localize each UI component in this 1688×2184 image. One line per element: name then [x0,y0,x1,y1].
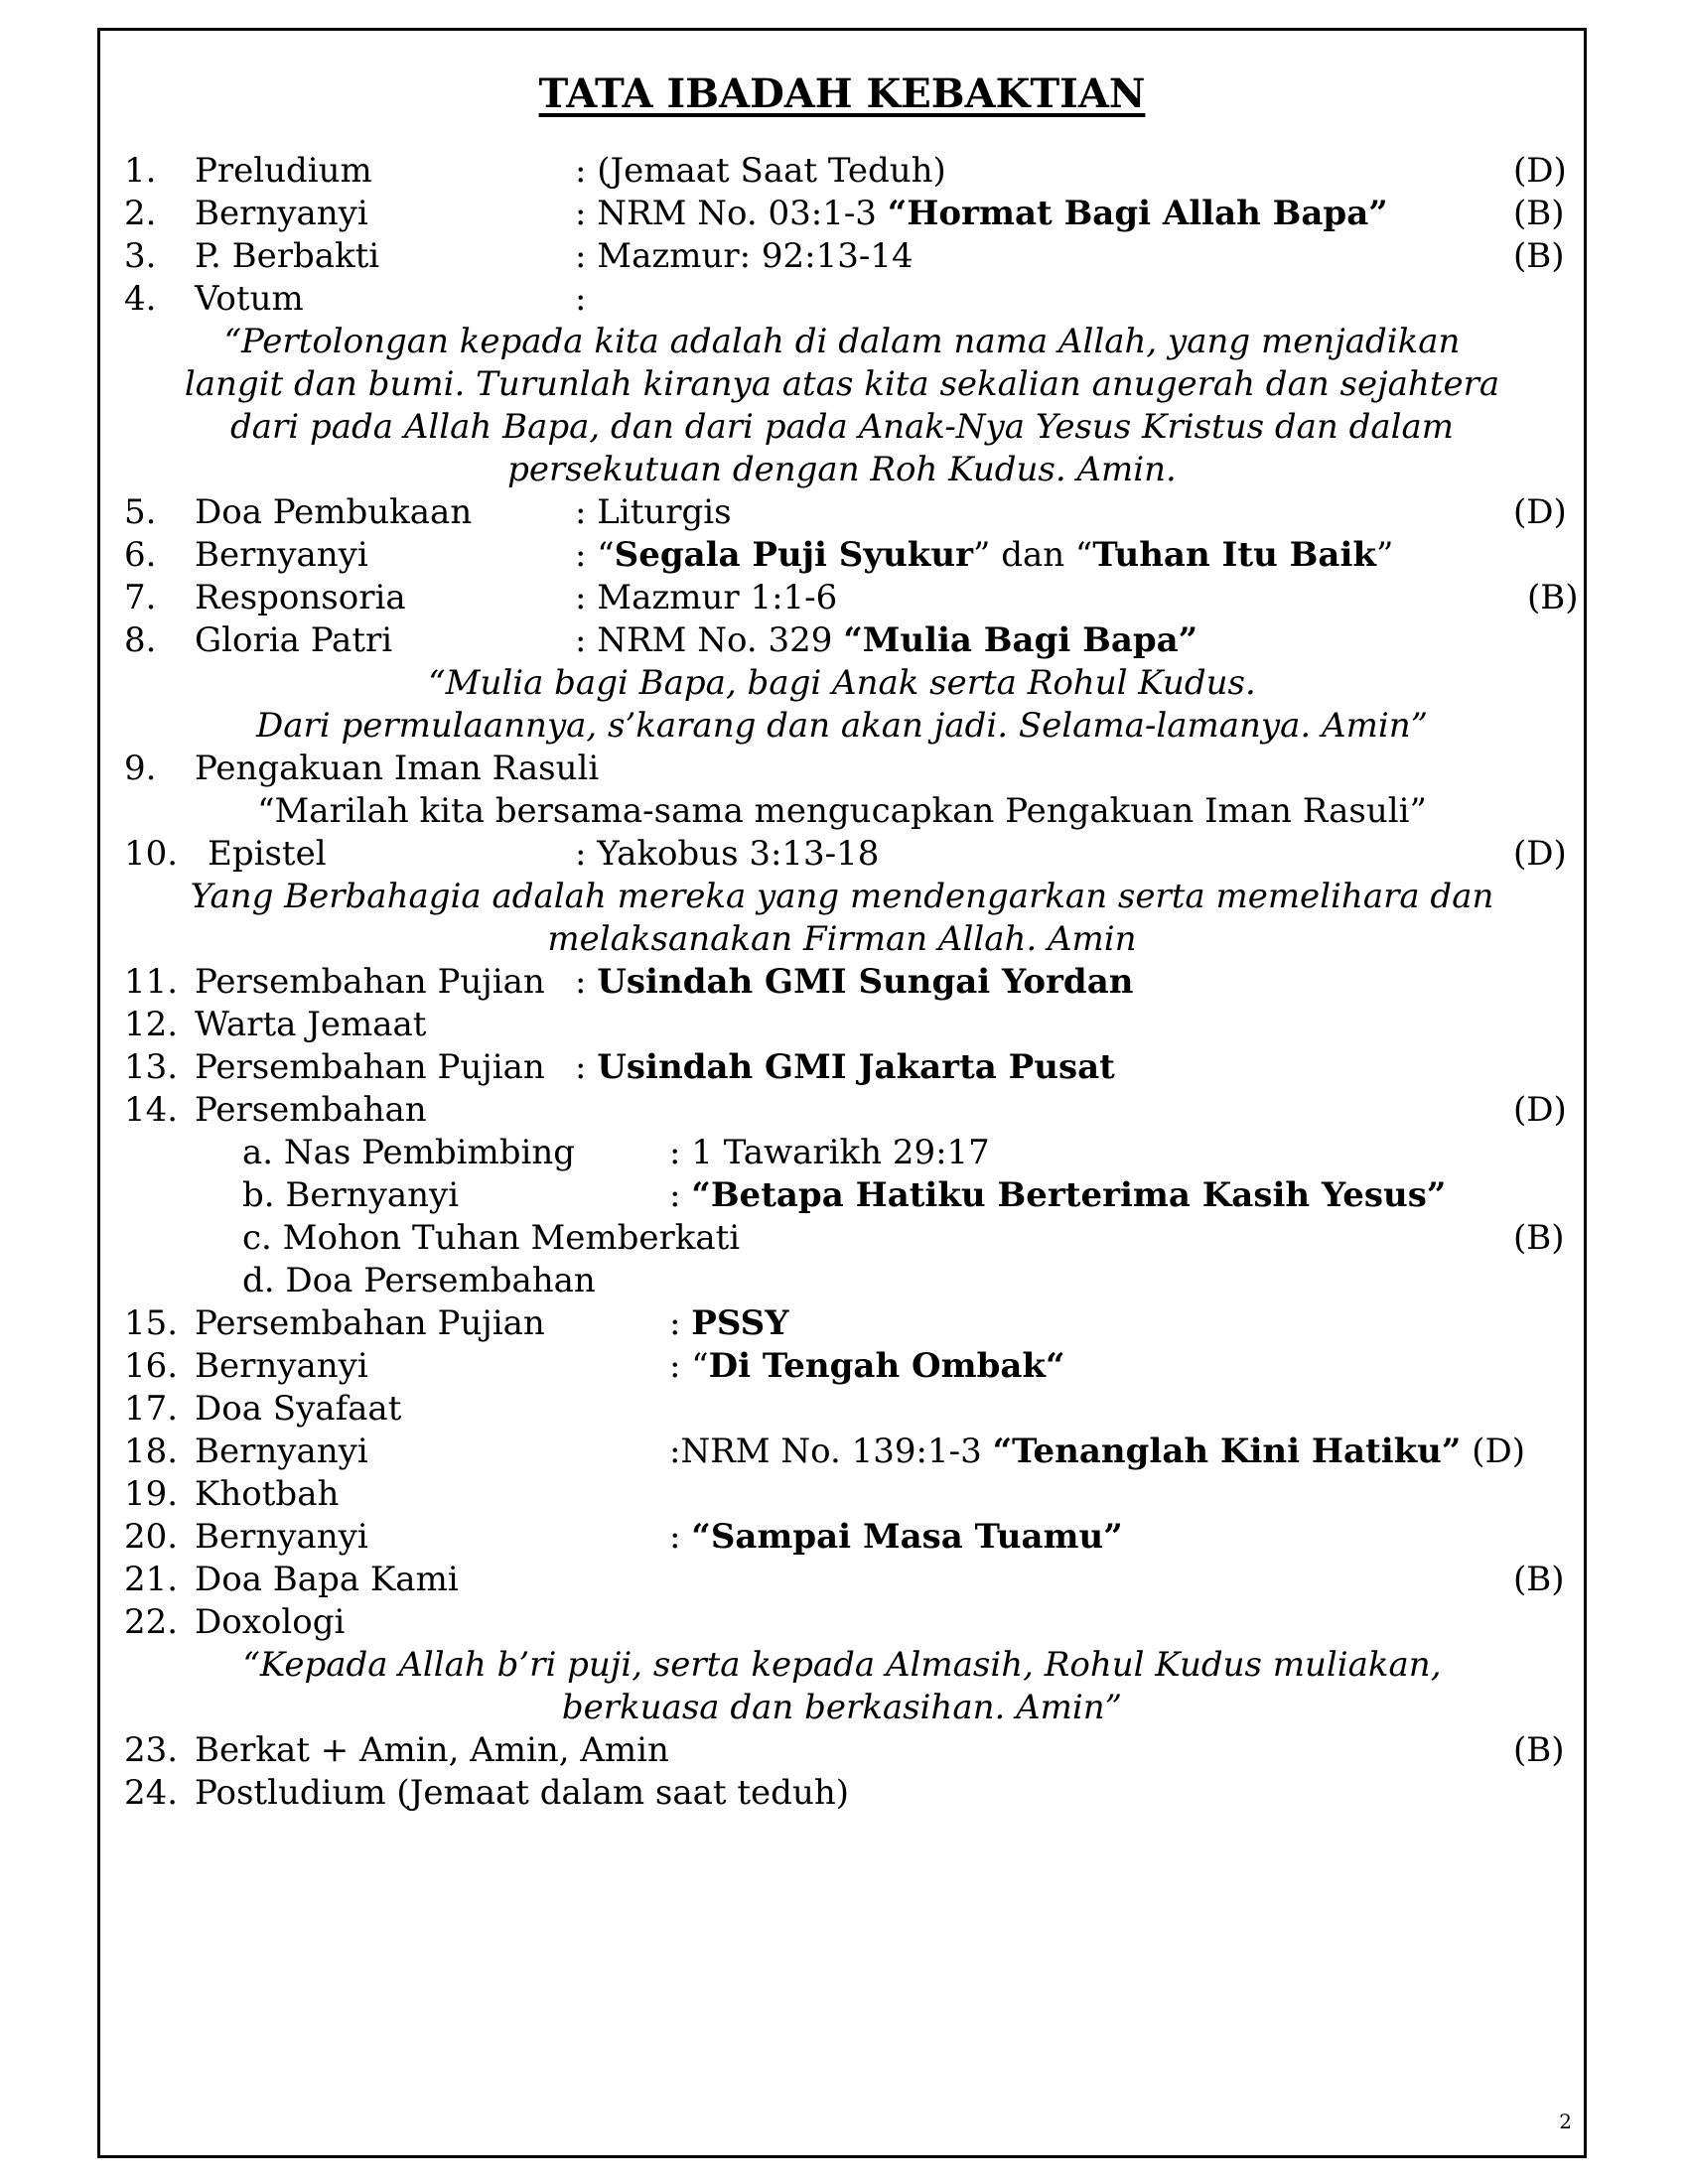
item-value [669,1302,788,1345]
sub-list-item [100,1174,1584,1217]
item-value: : Yakobus 3:13-18 [575,834,880,874]
item-value [669,1516,1123,1559]
item-label: Doxologi [195,1602,346,1642]
list-item [100,1772,1584,1815]
item-value-plain: : [575,962,598,1002]
list-item [100,1559,1584,1601]
item-value-plain: ” dan “ [973,535,1093,575]
item-value [669,1431,1525,1473]
item-value [575,534,1393,577]
item-value-plain: : NRM No. 329 [575,620,844,660]
votum-line: persekutuan dengan Roh Kudus. Amin. [507,450,1177,489]
gloria-line: “Mulia bagi Bapa, bagi Anak serta Rohul Kudus. [428,663,1256,703]
item-number: 13. [124,1047,179,1087]
item-number: 12. [124,1005,179,1044]
item-value: : [575,279,587,319]
item-number: 6. [124,535,157,575]
item-code: (D) [1513,1090,1567,1130]
item-label: Pengakuan Iman Rasuli [195,749,600,788]
list-item [100,193,1584,235]
sub-list-item [100,1132,1584,1174]
list-item [100,534,1584,577]
list-item [100,833,1584,876]
item-label: Khotbah [195,1474,340,1514]
item-value: : Liturgis [575,492,732,532]
item-value [575,193,1388,235]
item-number: 21. [124,1560,179,1599]
page-number: 2 [1559,2110,1572,2133]
liturgy-list [100,150,1584,1815]
item-value-plain: : [669,1175,692,1215]
epistle-line: melaksanakan Firman Allah. Amin [547,919,1137,959]
item-label: Persembahan Pujian [195,1303,545,1343]
item-value-bold: “Mulia Bagi Bapa” [843,620,1198,660]
item-value-bold: Usindah GMI Sungai Yordan [597,962,1134,1002]
item-value-bold: “Betapa Hatiku Berterima Kasih Yesus” [691,1175,1447,1215]
sub-list-item [100,1217,1584,1260]
item-label: P. Berbakti [195,236,380,276]
item-value-bold: “Hormat Bagi Allah Bapa” [887,194,1388,233]
item-number: 7. [124,578,157,617]
item-value-bold: Di Tengah Ombak“ [708,1346,1065,1386]
votum-text [100,321,1584,491]
item-label: Epistel [208,834,327,874]
item-label: Responsoria [195,578,406,617]
sub-item-value: : 1 Tawarikh 29:17 [669,1133,990,1172]
item-label: Persembahan Pujian [195,962,545,1002]
sub-item-label: b. Bernyanyi [242,1175,460,1215]
item-number: 22. [124,1602,179,1642]
page-title: TATA IBADAH KEBAKTIAN [538,70,1146,117]
item-number: 19. [124,1474,179,1514]
sub-item-label: d. Doa Persembahan [242,1261,596,1300]
item-value-bold: Usindah GMI Jakarta Pusat [597,1047,1115,1087]
doxology-line: “Kepada Allah b’ri puji, serta kepada Almasih, Rohul Kudus muliakan, [242,1645,1442,1685]
item-code: (B) [1513,1730,1565,1770]
list-item [100,1302,1584,1345]
item-number: 5. [124,492,157,532]
votum-line: “Pertolongan kepada kita adalah di dalam nama Allah, yang menjadikan [223,322,1461,361]
list-item [100,961,1584,1004]
list-item [100,150,1584,193]
item-value-plain: : [669,1517,692,1557]
item-value [575,1046,1115,1089]
item-number: 11. [124,962,179,1002]
item-value-bold: Segala Puji Syukur [614,535,973,575]
page-frame [97,28,1587,2158]
item-number: 3. [124,236,157,276]
item-number: 10. [124,834,179,874]
item-number: 14. [124,1090,179,1130]
item-label: Bernyanyi [195,1432,368,1471]
epistle-text [100,876,1584,961]
list-item [100,1473,1584,1516]
list-item [100,235,1584,278]
item-value-plain: : [669,1303,692,1343]
item-value-bold: PSSY [691,1303,789,1343]
item-label: Bernyanyi [195,194,368,233]
item-label: Persembahan Pujian [195,1047,545,1087]
item-number: 15. [124,1303,179,1343]
creed-line: “Marilah kita bersama-sama mengucapkan Pengakuan Iman Rasuli” [257,791,1427,831]
gloria-line: Dari permulaannya, s’karang dan akan jadi. Selama-lamanya. Amin” [256,706,1428,746]
item-code: (B) [1513,1218,1565,1258]
list-item [100,1388,1584,1431]
item-value [575,961,1133,1004]
sub-list-item [100,1260,1584,1302]
item-number: 17. [124,1389,179,1429]
item-value-plain: : NRM No. 03:1-3 [575,194,888,233]
list-item [100,278,1584,321]
item-label: Votum [195,279,304,319]
item-number: 8. [124,620,157,660]
item-label: Bernyanyi [195,535,368,575]
list-item [100,1345,1584,1388]
item-label: Doa Bapa Kami [195,1560,459,1599]
item-code: (D) [1513,492,1567,532]
list-item [100,1089,1584,1132]
item-value-bold: Tuhan Itu Baik [1092,535,1376,575]
item-value: : Mazmur 1:1-6 [575,578,838,617]
item-label: Doa Pembukaan [195,492,473,532]
list-item [100,1046,1584,1089]
item-value-bold: “Sampai Masa Tuamu” [691,1517,1123,1557]
sub-item-label: c. Mohon Tuhan Memberkati [242,1218,741,1258]
item-value-plain: : “ [575,535,615,575]
item-number: 2. [124,194,157,233]
item-label: Persembahan [195,1090,427,1130]
item-code: (D) [1513,834,1567,874]
item-value-plain: :NRM No. 139:1-3 [669,1432,993,1471]
item-number: 20. [124,1517,179,1557]
item-code: (B) [1513,1560,1565,1599]
list-item [100,1729,1584,1772]
item-code: (B) [1527,578,1579,617]
creed-text [100,790,1584,833]
sub-item-value [669,1174,1446,1217]
item-number: 16. [124,1346,179,1386]
list-item [100,748,1584,790]
list-item [100,1601,1584,1644]
item-value-bold: “Tenanglah Kini Hatiku” [992,1432,1462,1471]
item-code: (D) [1461,1432,1526,1471]
sub-item-label: a. Nas Pembimbing [242,1133,576,1172]
list-item [100,577,1584,619]
item-label: Gloria Patri [195,620,393,660]
item-number: 4. [124,279,157,319]
doxology-text [100,1644,1584,1729]
item-label: Doa Syafaat [195,1389,402,1429]
gloria-text [100,662,1584,748]
item-label: Bernyanyi [195,1517,368,1557]
item-code: (B) [1513,194,1565,233]
item-number: 9. [124,749,157,788]
item-value [669,1345,1065,1388]
doxology-line: berkuasa dan berkasihan. Amin” [561,1688,1123,1727]
list-item [100,1431,1584,1473]
item-label: Preludium [195,151,372,191]
item-value-plain: ” [1375,535,1394,575]
item-number: 1. [124,151,157,191]
item-value-plain: : [575,1047,598,1087]
list-item [100,1004,1584,1046]
item-value: : Mazmur: 92:13-14 [575,236,914,276]
votum-line: langit dan bumi. Turunlah kiranya atas kita sekalian anugerah dan sejahtera [184,364,1500,404]
epistle-line: Yang Berbahagia adalah mereka yang mendengarkan serta memelihara dan [190,877,1494,916]
votum-line: dari pada Allah Bapa, dan dari pada Anak-Nya Yesus Kristus dan dalam [229,407,1455,447]
item-number: 23. [124,1730,179,1770]
list-item [100,491,1584,534]
item-number: 18. [124,1432,179,1471]
item-value-plain: : “ [669,1346,709,1386]
item-label: Bernyanyi [195,1346,368,1386]
item-label: Warta Jemaat [195,1005,427,1044]
item-value [575,619,1197,662]
item-label: Postludium (Jemaat dalam saat teduh) [195,1773,849,1813]
item-code: (B) [1513,236,1565,276]
item-code: (D) [1513,151,1567,191]
item-label: Berkat + Amin, Amin, Amin [195,1730,669,1770]
list-item [100,619,1584,662]
item-number: 24. [124,1773,179,1813]
list-item [100,1516,1584,1559]
item-value: : (Jemaat Saat Teduh) [575,151,946,191]
